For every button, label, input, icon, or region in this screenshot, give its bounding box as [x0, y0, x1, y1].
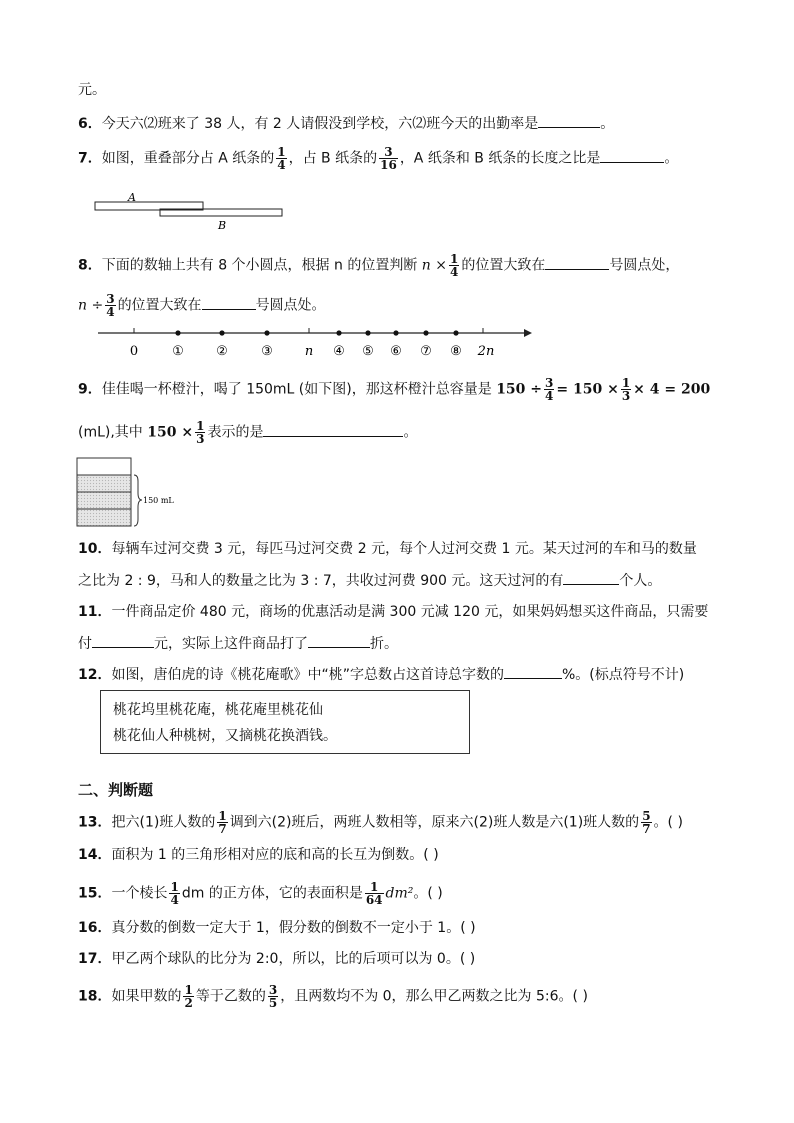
q8-expr-2: n ÷	[78, 297, 104, 314]
q13-fraction-1: $\frac{1}{7}$	[218, 809, 227, 836]
poem-box	[100, 690, 470, 754]
q7-text-b: ，占 B 纸条的	[288, 150, 378, 167]
q7-text-a: 如图，重叠部分占 A 纸条的	[101, 150, 275, 167]
q18-number: 18．	[78, 988, 112, 1005]
question-18	[78, 984, 588, 1009]
label-5: ⑤	[362, 344, 374, 359]
question-11-line-1	[78, 602, 708, 622]
q8-text-b: 的位置大致在	[461, 257, 546, 274]
q7-fraction-2: $\frac{3}{16}$	[380, 145, 397, 172]
q8-number: 8．	[78, 257, 102, 274]
q9-end: 。	[403, 424, 418, 441]
glass-filled-part-1	[77, 475, 131, 492]
q11-answer-blank-2[interactable]	[308, 633, 370, 648]
q8-answer-blank-2[interactable]	[202, 295, 256, 310]
glass-filled-part-3	[77, 509, 131, 526]
q6-answer-blank[interactable]	[538, 113, 600, 128]
q9-text-b: (mL),其中	[78, 424, 143, 441]
q11-text-d: 折。	[370, 636, 398, 652]
q10-text-c: 个人。	[619, 573, 662, 589]
q9-fraction-2: $\frac{1}{3}$	[621, 376, 631, 403]
question-6	[78, 113, 614, 134]
q9-answer-blank[interactable]	[263, 422, 403, 437]
q18-fraction-1: $\frac{1}{2}$	[184, 983, 193, 1010]
q10-text-b: 之比为 2 : 9，马和人的数量之比为 3 : 7，共收过河费 900 元。这天过河的有	[78, 573, 564, 589]
q13-text-b: 调到六(2)班后，两班人数相等，原来六(2)班人数是六(1)班人数的	[229, 814, 640, 831]
q12-answer-blank[interactable]	[504, 664, 562, 679]
strip-a-label: A	[128, 191, 136, 204]
question-7	[78, 146, 678, 171]
q11-text-c: 元，实际上这件商品打了	[154, 636, 308, 652]
dot-4	[336, 330, 341, 335]
q9-fraction-3: $\frac{1}{3}$	[196, 419, 205, 446]
q7-answer-blank[interactable]	[600, 148, 664, 163]
question-13	[78, 810, 683, 835]
q8-fraction-1: $\frac{1}{4}$	[450, 252, 459, 279]
q9-text-a: 佳佳喝一杯橙汁，喝了 150mL (如下图)，那这杯橙汁总容量是	[101, 381, 492, 398]
q9-number: 9．	[78, 381, 102, 398]
q14-text: 面积为 1 的三角形相对应的底和高的长互为倒数。( )	[111, 847, 439, 863]
question-9-line-1	[78, 377, 710, 402]
q13-text-c: 。( )	[653, 814, 683, 831]
q10-answer-blank[interactable]	[563, 570, 619, 585]
label-n: n	[304, 344, 314, 359]
q11-text-a: 一件商品定价 480 元，商场的优惠活动是满 300 元减 120 元，如果妈妈想买这件商品，只需要	[111, 604, 709, 620]
paper-strips-figure	[90, 190, 290, 232]
poem-line-2: 桃花仙人种桃树，又摘桃花换酒钱。	[113, 728, 337, 744]
q15-text-b: dm 的正方体，它的表面积是	[181, 885, 363, 902]
question-8-line-1	[78, 253, 679, 278]
question-15	[78, 881, 443, 906]
dot-5	[365, 330, 370, 335]
q18-text-a: 如果甲数的	[111, 988, 182, 1005]
q11-number: 11．	[78, 604, 112, 620]
q11-answer-blank-1[interactable]	[92, 633, 154, 648]
q17-number: 17．	[78, 951, 112, 967]
brace-icon	[134, 475, 142, 526]
q9-text-c: 表示的是	[207, 424, 264, 441]
question-8-line-2	[78, 293, 326, 318]
label-3: ③	[261, 344, 273, 359]
question-10-line-1	[78, 539, 697, 559]
q13-number: 13．	[78, 814, 112, 831]
q12-number: 12．	[78, 667, 112, 683]
q15-fraction-2: $\frac{1}{64}$	[365, 880, 383, 907]
label-zero: 0	[129, 344, 139, 359]
q9-expr-1: 150 ÷	[496, 381, 543, 398]
q13-fraction-2: $\frac{5}{7}$	[642, 809, 651, 836]
q18-text-b: 等于乙数的	[195, 988, 266, 1005]
q8-text-a: 下面的数轴上共有 8 个小圆点，根据 n 的位置判断	[101, 257, 418, 274]
glass-filled-part-2	[77, 492, 131, 509]
q8-answer-blank-1[interactable]	[545, 255, 609, 270]
number-line-figure	[96, 322, 536, 362]
question-16	[78, 918, 476, 938]
q8-fraction-2: $\frac{3}{4}$	[106, 292, 115, 319]
line-yuan: 元。	[78, 82, 106, 98]
question-12	[78, 664, 684, 685]
q8-expr-1: n ×	[421, 257, 447, 274]
q15-unit: dm²	[385, 885, 414, 902]
label-2: ②	[216, 344, 228, 359]
glass-label: 150 mL	[143, 496, 174, 505]
q15-text-a: 一个棱长	[111, 885, 168, 902]
q16-text: 真分数的倒数一定大于 1，假分数的倒数不一定小于 1。( )	[111, 920, 476, 936]
label-1: ①	[172, 344, 184, 359]
label-2n: 2n	[477, 344, 495, 359]
question-10-line-2	[78, 570, 661, 591]
strip-b-label: B	[218, 219, 227, 232]
label-4: ④	[333, 344, 345, 359]
q18-fraction-2: $\frac{3}{5}$	[268, 983, 278, 1010]
dot-1	[175, 330, 180, 335]
q9-expr-2: = 150 ×	[556, 381, 619, 398]
question-14	[78, 845, 439, 865]
dot-7	[423, 330, 428, 335]
dot-6	[393, 330, 398, 335]
q10-number: 10．	[78, 541, 112, 557]
q8-text-c: 号圆点处，	[609, 257, 680, 274]
dot-8	[453, 330, 458, 335]
q8-text-d: 的位置大致在	[117, 297, 202, 314]
q15-fraction-1: $\frac{1}{4}$	[170, 880, 179, 907]
q6-number: 6．	[78, 116, 102, 132]
q7-text-c: ，A 纸条和 B 纸条的长度之比是	[399, 150, 601, 167]
q16-number: 16．	[78, 920, 112, 936]
q9-expr-3: × 4 = 200	[633, 381, 711, 398]
poem-line-1: 桃花坞里桃花庵，桃花庵里桃花仙	[113, 702, 323, 718]
label-6: ⑥	[390, 344, 402, 359]
q9-fraction-1: $\frac{3}{4}$	[545, 376, 554, 403]
q6-text: 今天六⑵班来了 38 人，有 2 人请假没到学校，六⑵班今天的出勤率是	[101, 116, 539, 132]
q17-text: 甲乙两个球队的比分为 2:0，所以，比的后项可以为 0。( )	[111, 951, 476, 967]
q12-text-a: 如图，唐伯虎的诗《桃花庵歌》中“桃”字总数占这首诗总字数的	[111, 667, 504, 683]
question-17	[78, 949, 475, 969]
q10-text-a: 每辆车过河交费 3 元，每匹马过河交费 2 元，每个人过河交费 1 元。某天过河的车和马的数量	[111, 541, 697, 557]
q15-text-d: 。( )	[413, 885, 443, 902]
q11-text-b: 付	[78, 636, 92, 652]
dot-3	[264, 330, 269, 335]
q15-number: 15．	[78, 885, 112, 902]
juice-glass-figure	[74, 455, 194, 530]
q9-expr-4: 150 ×	[147, 424, 194, 441]
q8-text-e: 号圆点处。	[255, 297, 326, 314]
q14-number: 14．	[78, 847, 112, 863]
section-heading-judgement: 二、判断题	[78, 781, 154, 799]
number-line-arrow-icon	[524, 329, 532, 337]
q12-text-b: %。(标点符号不计)	[562, 667, 685, 683]
label-8: ⑧	[450, 344, 462, 359]
question-9-line-2	[78, 420, 417, 445]
q18-text-c: ，且两数均不为 0，那么甲乙两数之比为 5:6。( )	[280, 988, 588, 1005]
label-7: ⑦	[420, 344, 432, 359]
q7-end: 。	[664, 150, 679, 167]
question-11-line-2	[78, 633, 398, 654]
q13-text-a: 把六(1)班人数的	[111, 814, 216, 831]
q7-fraction-1: $\frac{1}{4}$	[277, 145, 286, 172]
q7-number: 7．	[78, 150, 102, 167]
q6-end: 。	[600, 116, 615, 132]
dot-2	[219, 330, 224, 335]
glass-empty-part	[77, 458, 131, 475]
